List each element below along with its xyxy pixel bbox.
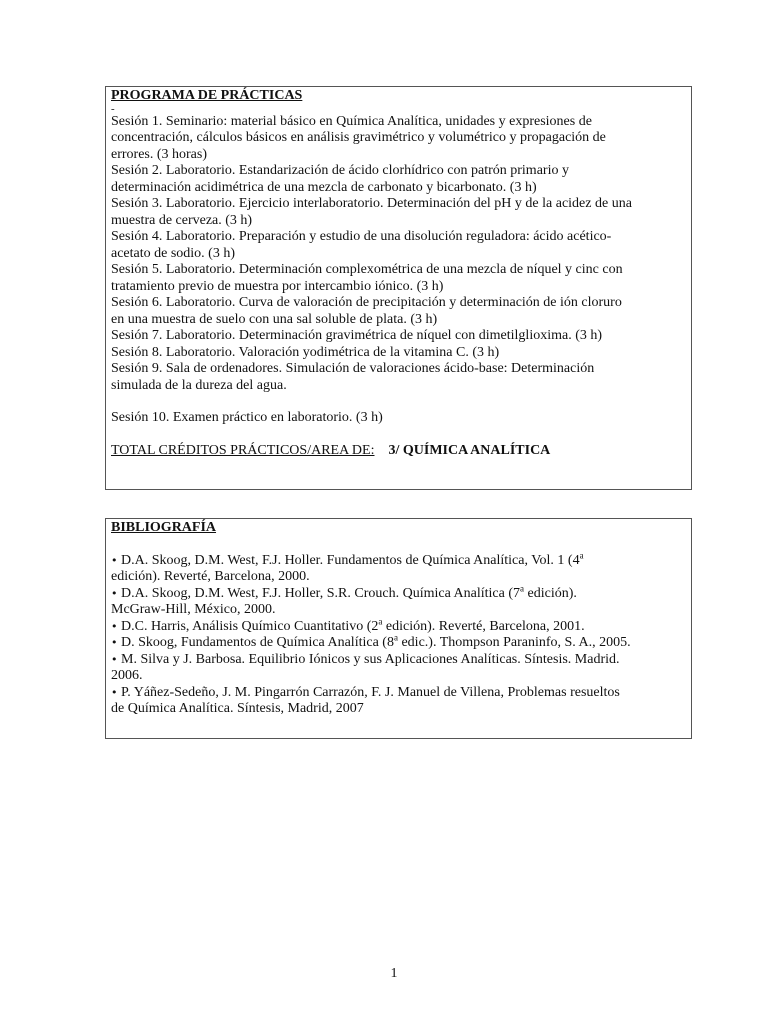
bib-item-1: [111, 549, 685, 586]
session-7-line-1: Sesión 7. Laboratorio. Determinación gravimétrica de níquel con dimetilglioxima. (3 h): [111, 328, 603, 343]
bib-item-5: [111, 652, 685, 685]
bib-item-4: [111, 632, 685, 652]
bib-item-6-line-2: de Química Analítica. Síntesis, Madrid, 2007: [111, 701, 364, 716]
bib-item-3-sup: a: [378, 615, 383, 626]
session-6: [111, 295, 685, 328]
session-4: [111, 229, 685, 262]
session-5-line-2: tratamiento previo de muestra por intercambio iónico. (3 h): [111, 278, 444, 294]
blank-line: [111, 427, 685, 443]
session-6-line-1: Sesión 6. Laboratorio. Curva de valoración de precipitación y determinación de ión cloruro: [111, 295, 622, 310]
session-1: [111, 114, 685, 164]
bib-item-5-text: M. Silva y J. Barbosa. Equilibrio Iónicos y sus Aplicaciones Analíticas. Síntesis. Madrid.: [121, 651, 620, 667]
bullet-icon: •: [111, 652, 118, 666]
total-creditos-value: 3/ QUÍMICA ANALÍTICA: [388, 442, 551, 458]
bib-item-6: [111, 685, 685, 718]
bib-item-3-after: edición). Reverté, Barcelona, 2001.: [382, 618, 585, 634]
bib-item-2-text: D.A. Skoog, D.M. West, F.J. Holler, S.R. Crouch. Química Analítica (7: [121, 585, 521, 601]
session-5-line-1: Sesión 5. Laboratorio. Determinación complexométrica de una mezcla de níquel y cinc con: [111, 262, 623, 277]
total-creditos-row: [111, 443, 685, 460]
session-6-line-2: en una muestra de suelo con una sal soluble de plata. (3 h): [111, 311, 438, 327]
bullet-icon: •: [111, 586, 118, 600]
bib-item-2-after: edición).: [524, 585, 577, 601]
session-2-line-2: determinación acidimétrica de una mezcla de carbonato y bicarbonato. (3 h): [111, 179, 537, 195]
blank-line: [111, 394, 685, 410]
session-3-line-1: Sesión 3. Laboratorio. Ejercicio interlaboratorio. Determinación del pH y de la acidez de una: [111, 196, 632, 211]
bib-item-4-sup: a: [393, 632, 398, 643]
session-7: [111, 328, 685, 345]
session-3-line-2: muestra de cerveza. (3 h): [111, 212, 253, 228]
bibliografia-title: BIBLIOGRAFÍA: [111, 520, 217, 535]
bullet-icon: •: [111, 553, 118, 567]
bullet-icon: •: [111, 685, 118, 699]
programa-title: PROGRAMA DE PRÁCTICAS: [111, 88, 303, 103]
bib-item-3: [111, 615, 685, 636]
session-1-line-3: errores. (3 horas): [111, 146, 208, 162]
bullet-icon: •: [111, 636, 118, 649]
bib-item-1-line-2: edición). Reverté, Barcelona, 2000.: [111, 569, 310, 584]
session-1-line-2: concentración, cálculos básicos en análisis gravimétrico y volumétrico y propagación de: [111, 130, 606, 145]
bib-item-6-text: P. Yáñez-Sedeño, J. M. Pingarrón Carrazón, F. J. Manuel de Villena, Problemas resueltos: [121, 684, 620, 700]
session-8-line-1: Sesión 8. Laboratorio. Valoración yodimétrica de la vitamina C. (3 h): [111, 344, 500, 360]
session-3: [111, 196, 685, 229]
bullet-icon: •: [111, 619, 118, 633]
bib-item-3-text: D.C. Harris, Análisis Químico Cuantitativo (2: [121, 618, 379, 634]
bib-item-4-after: edic.). Thompson Paraninfo, S. A., 2005.: [397, 635, 631, 650]
session-5: [111, 262, 685, 295]
session-1-line-1: Sesión 1. Seminario: material básico en Química Analítica, unidades y expresiones de: [111, 113, 592, 129]
bib-item-4-text: D. Skoog, Fundamentos de Química Analítica (8: [121, 635, 394, 650]
session-2: [111, 163, 685, 196]
bib-item-1-sup: a: [579, 549, 584, 560]
blank-line: [111, 537, 685, 553]
bib-item-1-text: D.A. Skoog, D.M. West, F.J. Holler. Fundamentos de Química Analítica, Vol. 1 (4: [121, 552, 580, 568]
bib-item-5-line-2: 2006.: [111, 668, 143, 683]
bib-item-2-line-2: McGraw-Hill, México, 2000.: [111, 602, 276, 617]
bibliografia-box: [105, 518, 692, 739]
session-10: Sesión 10. Examen práctico en laboratorio. (3 h): [111, 410, 383, 425]
session-4-line-2: acetato de sodio. (3 h): [111, 245, 236, 261]
session-9: [111, 361, 685, 394]
page-number: 1: [390, 966, 398, 981]
programa-spacer: -: [111, 104, 115, 114]
session-4-line-1: Sesión 4. Laboratorio. Preparación y estudio de una disolución reguladora: ácido acético-: [111, 229, 612, 244]
total-creditos-label: TOTAL CRÉDITOS PRÁCTICOS/AREA DE:: [111, 442, 375, 458]
bib-item-2-sup: a: [520, 582, 525, 593]
bib-item-2: [111, 582, 685, 619]
session-8: [111, 345, 685, 362]
session-9-line-1: Sesión 9. Sala de ordenadores. Simulación de valoraciones ácido-base: Determinación: [111, 361, 595, 376]
programa-practicas-box: [105, 86, 692, 490]
session-9-line-2: simulada de la dureza del agua.: [111, 377, 287, 393]
session-2-line-1: Sesión 2. Laboratorio. Estandarización de ácido clorhídrico con patrón primario y: [111, 163, 569, 178]
